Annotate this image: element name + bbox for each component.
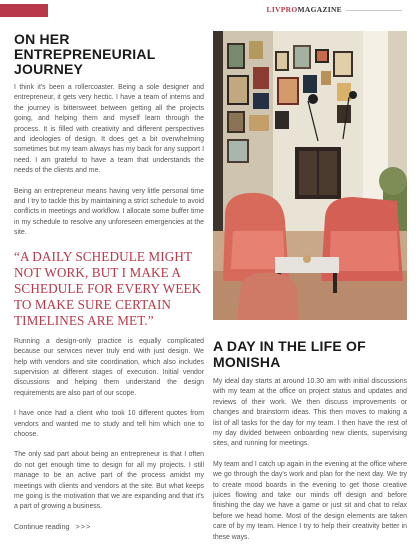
- article-title: ON HER ENTREPRENEURIAL JOURNEY: [14, 31, 156, 77]
- pull-quote: “A DAILY SCHEDULE MIGHT NOT WORK, BUT I MAKE A SCHEDULE FOR EVERY WEEK TO MAKE SURE CERTAIN TIMELINES ARE MET.”: [14, 248, 202, 328]
- masthead-rule: [346, 10, 402, 11]
- right-column: [213, 338, 407, 543]
- body-paragraph: I think it's been a rollercoaster. Being a sole designer and entrepreneur, it gets very hectic. I have a team of interns and the journey is bittersweet between getting all the projects going, and helping them and myself learn through the process. It is filled with creativity and different perspectives and ideologies of design. It does get a bit overwhelming sometimes but my team always has my back for any support I need. I am grateful to have a team that understands the needs of the clients and me.: [14, 84, 204, 175]
- body-paragraph: I have once had a client who took 10 different quotes from vendors and wanted me to study and tell him which one to choose.: [14, 410, 204, 438]
- interior-photo: [213, 31, 407, 320]
- magazine-masthead: [267, 5, 402, 14]
- header-accent-bar: [0, 4, 48, 17]
- body-paragraph: The only sad part about being an entrepreneur is that I often do not get enough time to design for all my projects. I still manage to be an active part of the process amidst my meetings with clients and vendors at the site. But what keeps me going is the motivation that we are expanding and that it's a part of growing a business.: [14, 451, 204, 511]
- continue-arrows: >>>: [75, 521, 92, 531]
- body-paragraph: Being an entrepreneur means having very little personal time and I try to tackle this by maintaining a strict schedule to avoid conflicts in meetings and workflow. I allocate some buffer time in my schedule to resolve any unforeseen emergencies at the site.: [14, 187, 204, 237]
- body-paragraph: My ideal day starts at around 10.30 am with initial discussions with my team at the office on project status and updates and reviews of their work. We then discuss improvements or changes and brainstorm ideas. This then moves to making a list of all tasks for the day for my team. I then have the rest of my day divided between onboarding new clients, supervising sites, and running for meetings.: [213, 378, 407, 448]
- body-paragraph: Running a design-only practice is equally complicated because our services never truly end with just design. We help with vendors and site coordination, which also includes supervision at different stages of execution. Initial vendor discussions and helping them understand the design requirements are also part of our scope.: [14, 337, 204, 397]
- section-title: A DAY IN THE LIFE OF MONISHA: [213, 338, 366, 370]
- continue-reading-link[interactable]: [14, 522, 204, 531]
- continue-reading-label: Continue reading: [14, 521, 70, 531]
- body-paragraph: My team and I catch up again in the evening at the office where we go through the day's work and plan for the next day. We try to create mood boards in the evening to get those creative juices flowing and take our minds off design and before finishing the day we have a game or just sit and chat to relax before we head home. Most of the design elements are taken care of by my team. Hence I try to help their creativity better in these ways.: [213, 460, 407, 541]
- masthead-brand: LIVPRO: [266, 5, 298, 14]
- masthead-name: MAGAZINE: [297, 5, 342, 14]
- left-column: [14, 32, 204, 531]
